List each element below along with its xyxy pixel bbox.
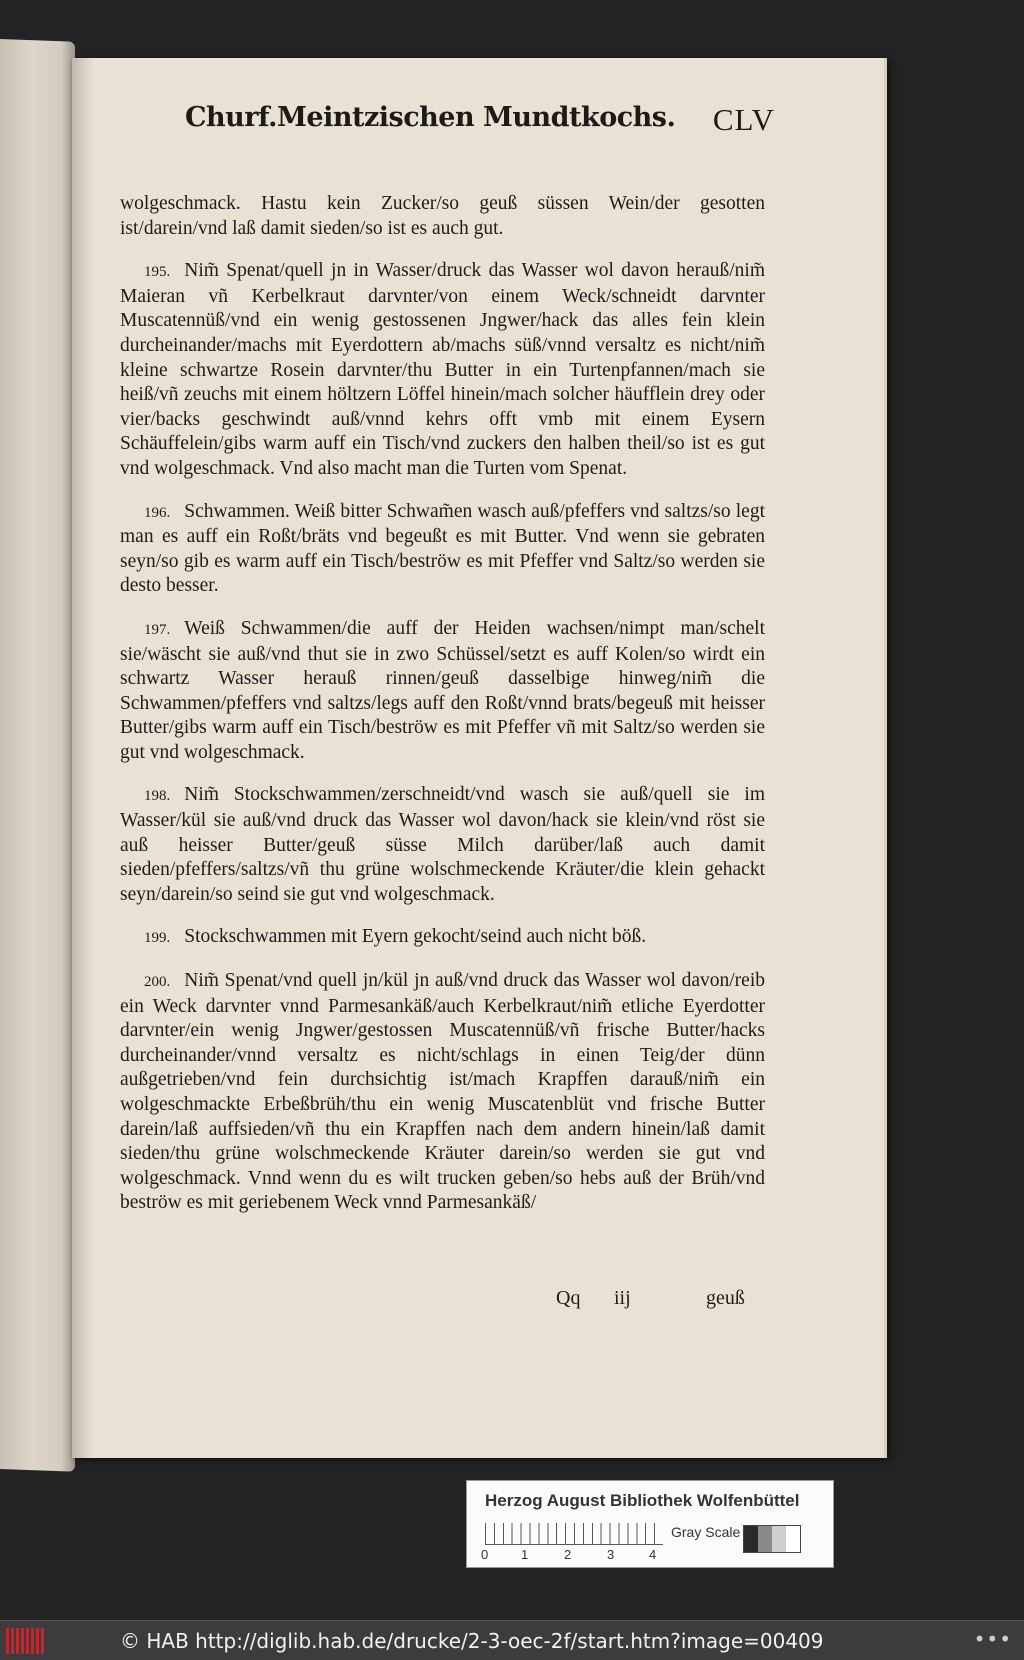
recipe-entry [120,925,765,951]
recipe-entry [120,783,765,907]
recipe-entry [120,500,765,599]
copyright-url[interactable]: © HAB http://diglib.hab.de/drucke/2-3-oec-2f/start.htm?image=00409 [120,1629,824,1653]
ruler-label: 0 [481,1547,489,1562]
gray-scale-label: Gray Scale [671,1524,741,1540]
recipe-number: 198. [144,788,171,805]
gray-swatch [744,1526,758,1552]
more-icon[interactable]: ••• [973,1627,1012,1651]
status-bar [0,1620,1024,1660]
recipe-number: 196. [144,504,171,521]
ruler-label: 4 [649,1547,657,1562]
running-head-title: Churf.Meintzischen Mundtkochs. [185,102,676,133]
page-footline [556,1287,756,1317]
recipe-number: 200. [144,974,171,991]
ruler-label: 3 [607,1547,615,1562]
ruler-label: 1 [521,1547,529,1562]
leaf-number: iij [614,1287,631,1309]
gray-swatch [786,1526,800,1552]
recipe-text: Nim̃ Stockschwammen/zerschneidt/vnd wasch sie auß/quell sie im Wasser/kül sie auß/vnd druck das Wasser wol davon/hack sie klein/vnd röst sie auß heisser Butter/geuß süsse Milch darüber/laß auch damit sieden/pfeffers/saltzs/vñ thu grüne wolschmeckende Kräuter/die klein gehackt seyn/darein/so seind sie gut vnd wolgeschmack. [120,784,765,905]
color-target-card [466,1480,834,1568]
recipe-entry [120,259,765,481]
library-name: Herzog August Bibliothek Wolfenbüttel [485,1491,800,1510]
recipe-text: Nim̃ Spenat/vnd quell jn/kül jn auß/vnd druck das Wasser wol davon/reib ein Weck darvnter vnnd Parmesankäß/auch Kerbelkraut/nim̃ etliche Eyerdotter darvnter/ein wenig Jngwer/gestossen Muscatennüß/vñ frische Butter/hacks durcheinander/vnnd versaltz es nicht/schlags in einen Teig/der dünn außgetrieben/vnd fein durchsichtig ist/mach Krapffen darauß/nim̃ ein wolgeschmackte Erbeßbrüh/thu ein wenig Muscatenblüt vnd frische Butter darein/laß auffsieden/vñ thu ein Krapffen nach dem andern hinein/laß damit sieden/thu grüne wolschmeckende Kräuter darein/so werden sie gut vnd wolgeschmack. Vnnd wenn du es wilt trucken geben/so hebs auß der Brüh/vnd beströw es mit geriebenem Weck vnnd Parmesankäß/ [120,970,765,1214]
recipe-entry [120,969,765,1216]
facing-page-edge [0,38,75,1471]
gray-swatch [758,1526,772,1552]
scale-ruler [485,1523,663,1545]
recipe-text: Weiß Schwammen/die auff der Heiden wachsen/nimpt man/schelt sie/wäscht sie auß/vnd thut sie in zwo Schüssel/setzt es auff Kolen/so wirdt ein schwartz Wasser herauß rinnen/geuß dasselbige hinweg/nim̃ die Schwammen/pfeffers vnd saltzs/legs auff den Roßt/vnnd brats/begeuß mit heisser Butter/gibs warm auff ein Tisch/beströw es mit Pfeffer vñ mit Saltz/so werden sie gut vnd wolgeschmack. [120,617,765,763]
ruler-label: 2 [564,1547,572,1562]
recipe-entry [120,617,765,766]
recipe-text: Nim̃ Spenat/quell jn in Wasser/druck das Wasser wol davon herauß/nim̃ Maieran vñ Kerbelkraut darvnter/von einem Weck/schneidt darvnter Muscatennüß/vnd ein wenig gestossenen Jngwer/hack das alles fein klein durcheinander/machs mit Eyerdottern ab/machs süß/vnnd versaltz es nicht/nim̃ kleine schwartze Rosein darvnter/thu Butter in ein Turtenpfannen/mach sie heiß/vñ zeuchs mit einem höltzern Löffel hinein/mach solcher häufflein drey oder vier/backs geschwindt auß/vnnd kehrs offt vmb mit einem Eysern Schäuffelein/gibs warm auff ein Tisch/vnd zuckers den halben theil/so ist es gut vnd wolgeschmack. Vnd also macht man die Turten vom Spenat. [120,260,765,479]
catchword: geuß [706,1287,745,1309]
running-head [185,102,775,142]
recipe-number: 199. [144,930,171,947]
continuation-text: wolgeschmack. Hastu kein Zucker/so geuß süssen Wein/der gesotten ist/darein/vnd laß damit sieden/so ist es auch gut. [120,193,765,239]
hab-logo-icon [6,1628,46,1654]
signature-mark: Qq [556,1287,581,1309]
continuation-paragraph [120,192,765,241]
gray-swatch [772,1526,786,1552]
recipe-text: Stockschwammen mit Eyern gekocht/seind auch nicht böß. [184,926,647,948]
gray-scale-swatches [743,1525,801,1553]
recipe-number: 195. [144,264,171,281]
recipe-text: Schwammen. Weiß bitter Schwam̃en wasch auß/pfeffers vnd saltzs/so legt man es auff ein Roßt/bräts vnd begeußt es mit Butter. Vnd wenn sie gebraten seyn/so gib es warm auff ein Tisch/beströw es mit Pfeffer vnd Saltz/so werden sie desto besser. [120,500,765,597]
recipe-number: 197. [144,621,171,638]
folio-number: CLV [712,102,775,137]
page-text [120,192,765,1234]
